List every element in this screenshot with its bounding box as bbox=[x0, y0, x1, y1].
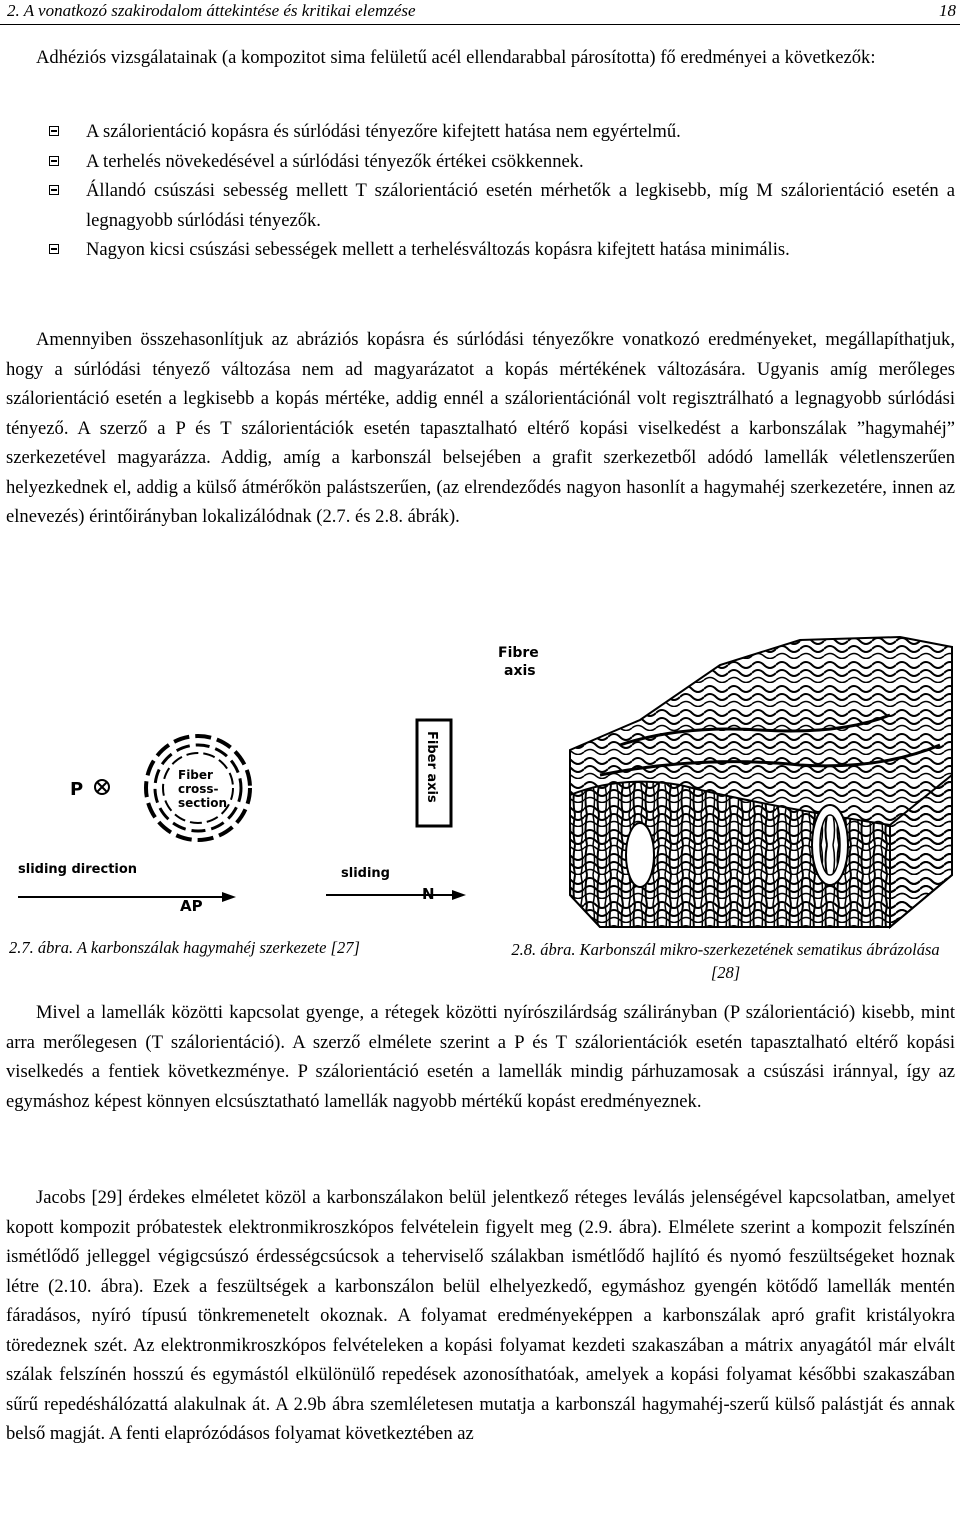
list-item-text: Nagyon kicsi csúszási sebességek mellett a terhelésváltozás kopásra kifejtett hatása minimális. bbox=[86, 239, 790, 260]
list-item bbox=[48, 176, 955, 235]
body-paragraph: Jacobs [29] érdekes elméletet közöl a karbonszálakon belül jelentkező réteges leválás jelenségével kapcsolatban, amelyet kopott kompozit próbatestek elektronmikroszkópos felvételein figyelt meg (2.9. ábra). Elmélete szerint a kompozit felszínén ismétlődő jelleggel végigcsúszó érdességcsúcsok a teherviselő szálakban ismétlődő hajlító és nyomó feszültségeket hoznak létre (2.10. ábra). Ezek a feszültségek a karbonszálon belül elhelyezkedő, egymáshoz gyengén kötődő lamellák mentén fáradásos, nyíró típusú tönkremenetelt okoznak. A folyamat eredményeképpen a karbonszálak apró grafit kristályokra töredeznek szét. Az elektronmikroszkópos felvételeken a kopási folyamat kezdeti szakaszában a mátrix anyagától már elvált szálak felszínén hosszú és egymástól elkülönülő repedések azonosíthatóak, amelyek a kopási folyamat későbbi szakaszában sűrű repedéshálózattá alakulnak át. A 2.9b ábra szemléletesen mutatja a karbonszál hagymahéj-szerű külső palástját és annak belső magját. A fenti elaprózódásos folyamat következtében az bbox=[6, 1187, 955, 1444]
sliding-direction-label: sliding direction bbox=[18, 862, 138, 877]
sliding-arrow-right bbox=[326, 890, 466, 900]
intro-paragraph: Adhéziós vizsgálatainak (a kompozitot sima felületű acél ellendarabbal párosította) fő eredményei a következők: bbox=[36, 47, 876, 68]
checkbox-bullet-icon bbox=[49, 156, 59, 166]
section-label: section bbox=[178, 796, 228, 810]
figure-2-8-microstructure-schematic bbox=[560, 635, 955, 931]
checkbox-bullet-icon bbox=[49, 126, 59, 136]
figure-2-8-caption: 2.8. ábra. Karbonszál mikro-szerkezetének sematikus ábrázolása [28] bbox=[511, 940, 940, 982]
p-label: P bbox=[70, 779, 84, 800]
list-item bbox=[48, 235, 955, 265]
axis-text: axis bbox=[504, 663, 536, 679]
list-item bbox=[48, 147, 955, 177]
figure-2-7-onion-skin-diagram bbox=[8, 635, 488, 915]
body-paragraph: Mivel a lamellák közötti kapcsolat gyenge, a rétegek közötti nyírószilárdság szálirányban (P szálorientáció) kisebb, mint arra merőlegesen (T szálorientáció). A szerző elmélete szerint a P és T szálorientációk esetén tapasztalható eltérő kopási viselkedés a fentiek következménye. P szálorientáció esetén a lamellák mindig párhuzamosak a csúszási iránnyal, így az egymáshoz képest könnyen elcsúsztatható lamellák nagyobb mértékű kopást eredményeznek. bbox=[6, 1002, 955, 1112]
list-item bbox=[48, 117, 955, 147]
sliding-label: sliding bbox=[341, 866, 390, 881]
figure-2-7-caption: 2.7. ábra. A karbonszálak hagymahéj szerkezete [27] bbox=[9, 938, 360, 957]
n-label: N bbox=[422, 885, 435, 903]
checkbox-bullet-icon bbox=[49, 244, 59, 254]
list-item-text: A szálorientáció kopásra és súrlódási tényezőre kifejtett hatása nem egyértelmű. bbox=[86, 121, 681, 142]
page-number: 18 bbox=[939, 1, 956, 20]
sliding-arrow-left bbox=[18, 892, 236, 902]
body-paragraph: Amennyiben összehasonlítjuk az abráziós kopásra és súrlódási tényezőkre vonatkozó eredményeket, megállapíthatjuk, hogy a súrlódási tényező változása nem ad magyarázatot a kopás mértékének változására. Ugyanis amíg merőleges szálorientáció esetén a legkisebb a kopás mértéke, addig ennél a szálorientációnál volt regisztrálható a legnagyobb súrlódási tényező. A szerző a P és T szálorientációk esetén tapasztalható eltérő kopási viselkedést a karbonszálak ”hagymahéj” szerkezetével magyarázza. Addig, amíg a karbonszál belsejében a grafit szerkezetből adódó lamellák véletlenszerűen helyezkednek el, addig a külső átmérőkön palástszerűen, (az elrendeződés nagyon hasonlít a hagymahéj szerkezetére, innen az elnevezés) érintőirányban lokalizálódnak (2.7. és 2.8. ábrák). bbox=[6, 329, 955, 527]
results-list bbox=[48, 117, 955, 265]
fibre-text: Fibre bbox=[498, 645, 539, 661]
fibre-axis-caption bbox=[494, 643, 554, 683]
checkbox-bullet-icon bbox=[49, 185, 59, 195]
fiber-label: Fiber bbox=[178, 768, 213, 782]
lamella-structure-drawing bbox=[570, 637, 952, 927]
ap-label: AP bbox=[180, 897, 203, 915]
chapter-title: 2. A vonatkozó szakirodalom áttekintése és kritikai elemzése bbox=[7, 1, 416, 20]
list-item-text: Állandó csúszási sebesség mellett T szálorientáció esetén mérhetők a legkisebb, míg M szálorientáció esetén a legnagyobb súrlódási tényezők. bbox=[86, 180, 955, 231]
page-header bbox=[0, 0, 960, 25]
cross-circle-icon bbox=[95, 780, 109, 794]
fiber-axis-label: Fiber axis bbox=[424, 731, 439, 803]
list-item-text: A terhelés növekedésével a súrlódási tényezők értékei csökkennek. bbox=[86, 150, 584, 172]
cross-label: cross- bbox=[178, 782, 219, 796]
